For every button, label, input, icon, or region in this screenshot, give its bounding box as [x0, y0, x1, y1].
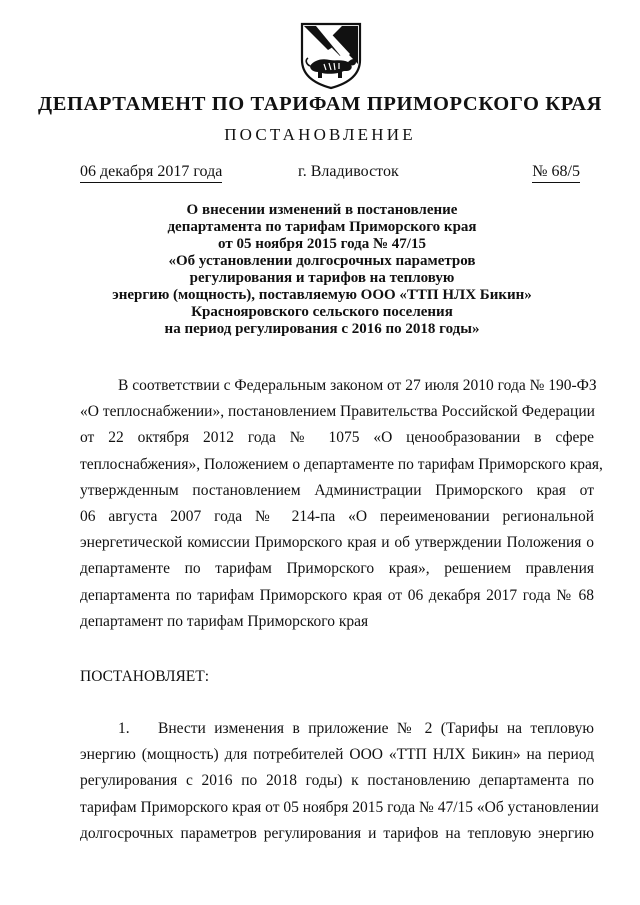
- item-1-paragraph: [80, 716, 599, 847]
- item-number: 1.: [118, 720, 130, 737]
- heading-line: регулирования и тарифов на тепловую: [189, 270, 455, 286]
- heading-line: Краснояровского сельского поселения: [191, 304, 453, 320]
- document-date: 06 декабря 2017 года: [80, 163, 222, 183]
- preamble-paragraph: [80, 373, 603, 635]
- document-number: № 68/5: [532, 163, 580, 183]
- paragraph-line: теплоснабжения», Положением о департаменте по тарифам Приморского края,: [80, 455, 603, 473]
- paragraph-line: энергетической комиссии Приморского края и об утверждении Положения о: [80, 534, 594, 552]
- item-first-line: Внести изменения в приложение № 2 (Тарифы на тепловую: [158, 720, 594, 737]
- paragraph-line: [80, 716, 594, 742]
- paragraph-line: департамента по тарифам Приморского края от 06 декабря 2017 года № 68: [80, 586, 594, 604]
- paragraph-line: тарифам Приморского края от 05 ноября 2015 года № 47/15 «Об установлении: [80, 798, 599, 816]
- paragraph-line: «О теплоснабжении», постановлением Правительства Российской Федерации: [80, 403, 595, 421]
- paragraph-line: долгосрочных параметров регулирования и тарифов на тепловую энергию: [80, 824, 594, 842]
- heading-line: от 05 ноября 2015 года № 47/15: [218, 236, 426, 252]
- heading-line: департамента по тарифам Приморского края: [167, 219, 477, 235]
- primorsky-krai-coat-of-arms-icon: [298, 20, 364, 90]
- heading-line: на период регулирования с 2016 по 2018 годы»: [164, 321, 480, 337]
- document-heading: [60, 202, 584, 338]
- document-meta-row: [80, 163, 580, 185]
- department-title: ДЕПАРТАМЕНТ ПО ТАРИФАМ ПРИМОРСКОГО КРАЯ: [37, 93, 603, 115]
- heading-line: энергию (мощность), поставляемую ООО «ТТП НЛХ Бикин»: [112, 287, 532, 303]
- document-city: г. Владивосток: [298, 163, 399, 180]
- paragraph-line: от 22 октября 2012 года № 1075 «О ценообразовании в сфере: [80, 429, 594, 447]
- paragraph-line: департаменте по тарифам Приморского края», решением правления: [80, 560, 594, 578]
- resolves-heading: ПОСТАНОВЛЯЕТ:: [80, 668, 210, 685]
- heading-line: «Об установлении долгосрочных параметров: [168, 253, 476, 269]
- paragraph-line: В соответствии с Федеральным законом от 27 июля 2010 года № 190-ФЗ: [118, 377, 597, 394]
- document-type: ПОСТАНОВЛЕНИЕ: [224, 125, 416, 144]
- paragraph-line: энергию (мощность) для потребителей ООО «ТТП НЛХ Бикин» на период: [80, 746, 594, 764]
- heading-line: О внесении изменений в постановление: [186, 202, 458, 218]
- paragraph-line: регулирования с 2016 по 2018 годы) к постановлению департамента по: [80, 772, 594, 790]
- paragraph-line: 06 августа 2007 года № 214-па «О переименовании региональной: [80, 507, 594, 525]
- paragraph-line: утвержденным постановлением Администрации Приморского края от: [80, 481, 594, 499]
- paragraph-line: департамент по тарифам Приморского края: [80, 612, 369, 630]
